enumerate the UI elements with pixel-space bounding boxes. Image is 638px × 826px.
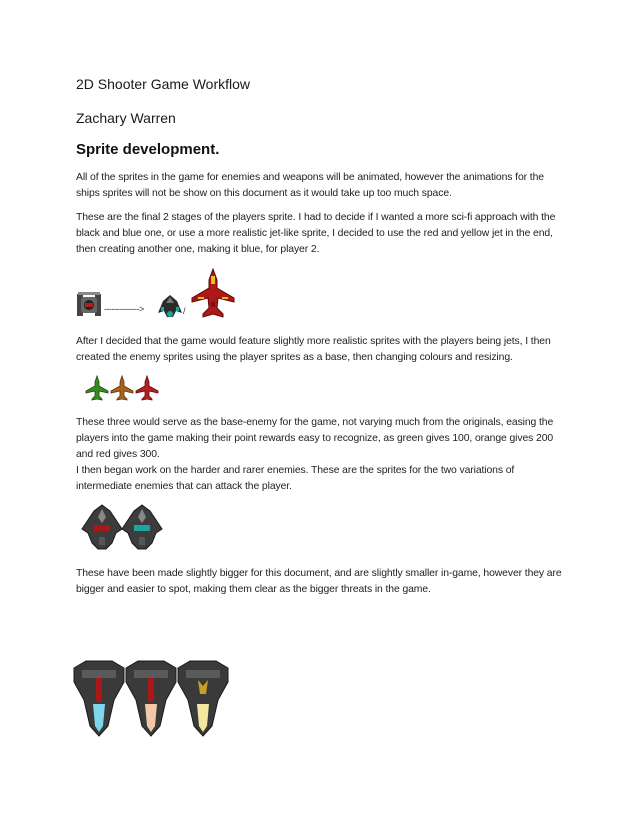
paragraph-base-enemies-text: These three would serve as the base-enemy for the game, not varying much from the originals, easing the players into the game making their point rewards easy to recognize, as green gives 100, orange gives 200 and red gives 300. (76, 417, 554, 460)
document-title: 2D Shooter Game Workflow (76, 76, 251, 92)
intermediate-enemy-teal (120, 503, 164, 551)
player-sprite-black-blue-ship (157, 293, 183, 321)
paragraph-enemy-creation: After I decided that the game would feature slightly more realistic sprites with the players being jets, I then created the enemy sprites using the player sprites as a base, then changing colours and resizing. (76, 336, 551, 363)
section-heading: Sprite development. (76, 141, 220, 158)
paragraph-base-enemies (76, 415, 566, 495)
enemy-sprite-red (135, 375, 159, 401)
intermediate-enemy-red (80, 503, 124, 551)
player-sprite-scifi-ship (76, 291, 102, 319)
paragraph-animation-note: All of the sprites in the game for enemies and weapons will be animated, however the animations for the ships sprites will not be show on this document as it would take up too much space. (76, 172, 544, 199)
document-author: Zachary Warren (76, 110, 176, 126)
large-enemy-blue-glow (72, 660, 126, 738)
enemy-sprite-green (85, 375, 109, 401)
large-enemy-yellow-glow (176, 660, 230, 738)
slash-separator: / (183, 306, 186, 316)
paragraph-size-note: These have been made slightly bigger for this document, and are slightly smaller in-game, however they are bigger and easier to spot, making them clear as the bigger threats in the game. (76, 568, 562, 595)
enemy-sprite-orange (110, 375, 134, 401)
player-sprite-red-jet (190, 268, 236, 318)
large-enemy-peach-glow (124, 660, 178, 738)
paragraph-player-sprite: These are the final 2 stages of the players sprite. I had to decide if I wanted a more sci-fi approach with the black and blue one, or use a more realistic jet-like sprite, I decided to use the red and yellow jet in the end, then creating another one, making it blue, for player 2. (76, 212, 556, 255)
arrow-indicator: --------------> (104, 304, 144, 314)
paragraph-intermediate-enemies-text: I then began work on the harder and rarer enemies. These are the sprites for the two variations of intermediate enemies that can attack the player. (76, 465, 515, 492)
